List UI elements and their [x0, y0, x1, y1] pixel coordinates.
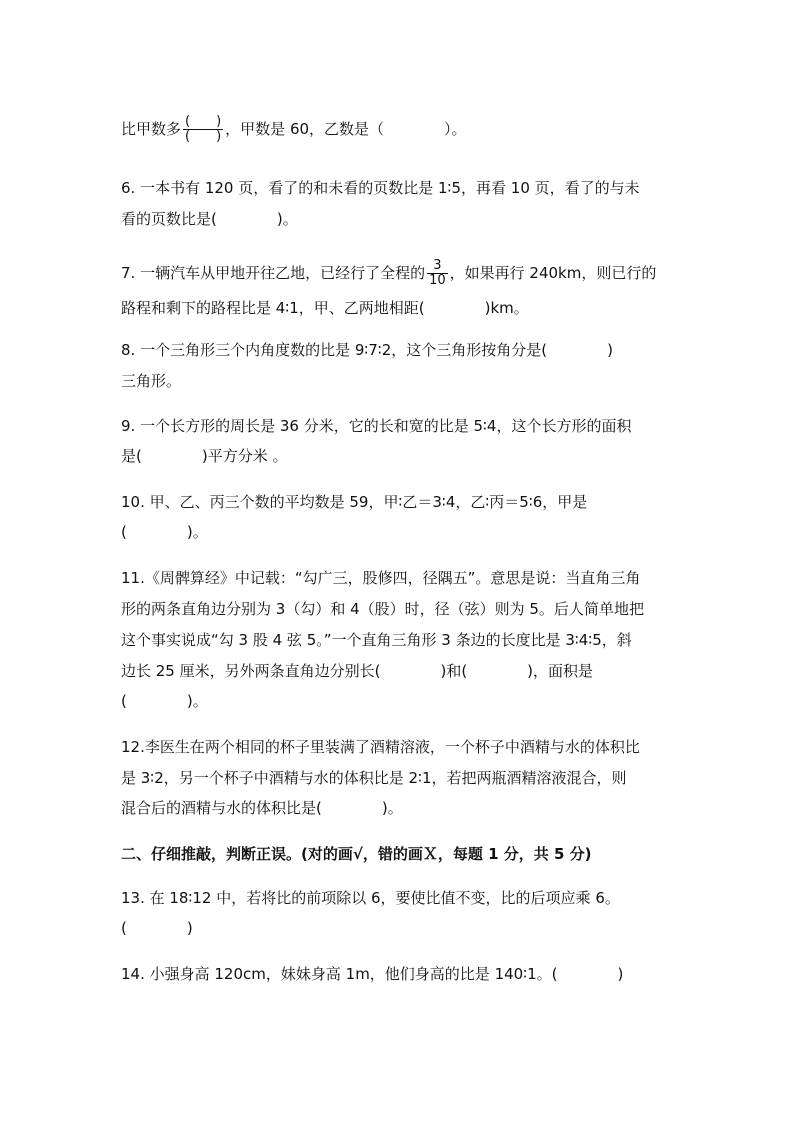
question-text: ，如果再行 240km，则已行的: [449, 264, 657, 282]
question-text: ，甲数是 60，乙数是（ ）。: [225, 120, 467, 138]
question-9-line-2: 是( )平方分米 。: [121, 447, 288, 465]
fraction-numerator: ( ): [185, 114, 222, 129]
question-11-line-2: 形的两条直角边分别为 3（勾）和 4（股）时，径（弦）则为 5。后人简单地把: [121, 600, 644, 618]
question-7-line-1: [121, 259, 656, 288]
question-9-line-1: 9. 一个长方形的周长是 36 分米，它的长和宽的比是 5∶4，这个长方形的面积: [121, 417, 632, 435]
question-8-line-1: 8. 一个三角形三个内角度数的比是 9∶7∶2，这个三角形按角分是( ): [121, 341, 613, 359]
fraction-three-tenths: [427, 259, 448, 288]
question-14-line-1: 14. 小强身高 120cm，妹妹身高 1m，他们身高的比是 140∶1。( ): [121, 965, 624, 983]
question-11-line-3: 这个事实说成“勾 3 股 4 弦 5。”一个直角三角形 3 条边的长度比是 3∶4∶5，斜: [121, 631, 632, 649]
question-8-line-2: 三角形。: [121, 372, 182, 390]
fraction-denominator: 10: [429, 273, 446, 288]
question-12-line-1: 12.李医生在两个相同的杯子里装满了酒精溶液，一个杯子中酒精与水的体积比: [121, 738, 640, 756]
question-10-line-2: ( )。: [121, 523, 208, 541]
question-text: 比甲数多: [121, 120, 182, 138]
question-12-line-3: 混合后的酒精与水的体积比是( )。: [121, 799, 403, 817]
blank-fraction: [183, 115, 223, 144]
fraction-denominator: ( ): [185, 129, 222, 144]
question-13-line-2: ( ): [121, 919, 193, 937]
question-10-line-1: 10. 甲、乙、丙三个数的平均数是 59，甲∶乙＝3∶4，乙∶丙＝5∶6，甲是: [121, 493, 588, 511]
question-11-line-1: 11.《周髀算经》中记载：“勾广三，股修四，径隅五”。意思是说：当直角三角: [121, 569, 641, 587]
question-6-line-1: 6. 一本书有 120 页，看了的和未看的页数比是 1∶5，再看 10 页，看了的与未: [121, 179, 640, 197]
question-11-line-4: 边长 25 厘米，另外两条直角边分别长( )和( )，面积是: [121, 662, 594, 680]
question-5-continuation: [121, 115, 467, 144]
section-2-heading: 二、仔细推敲，判断正误。(对的画√，错的画Ｘ，每题 1 分，共 5 分): [121, 845, 592, 863]
question-12-line-2: 是 3∶2，另一个杯子中酒精与水的体积比是 2∶1，若把两瓶酒精溶液混合，则: [121, 769, 627, 787]
question-text: 7. 一辆汽车从甲地开往乙地，已经行了全程的: [121, 264, 426, 282]
question-7-line-2: 路程和剩下的路程比是 4∶1，甲、乙两地相距( )km。: [121, 299, 529, 317]
fraction-numerator: 3: [427, 259, 448, 274]
question-13-line-1: 13. 在 18∶12 中，若将比的前项除以 6，要使比值不变，比的后项应乘 6。: [121, 889, 620, 907]
question-6-line-2: 看的页数比是( )。: [121, 210, 298, 228]
question-11-line-5: ( )。: [121, 692, 208, 710]
